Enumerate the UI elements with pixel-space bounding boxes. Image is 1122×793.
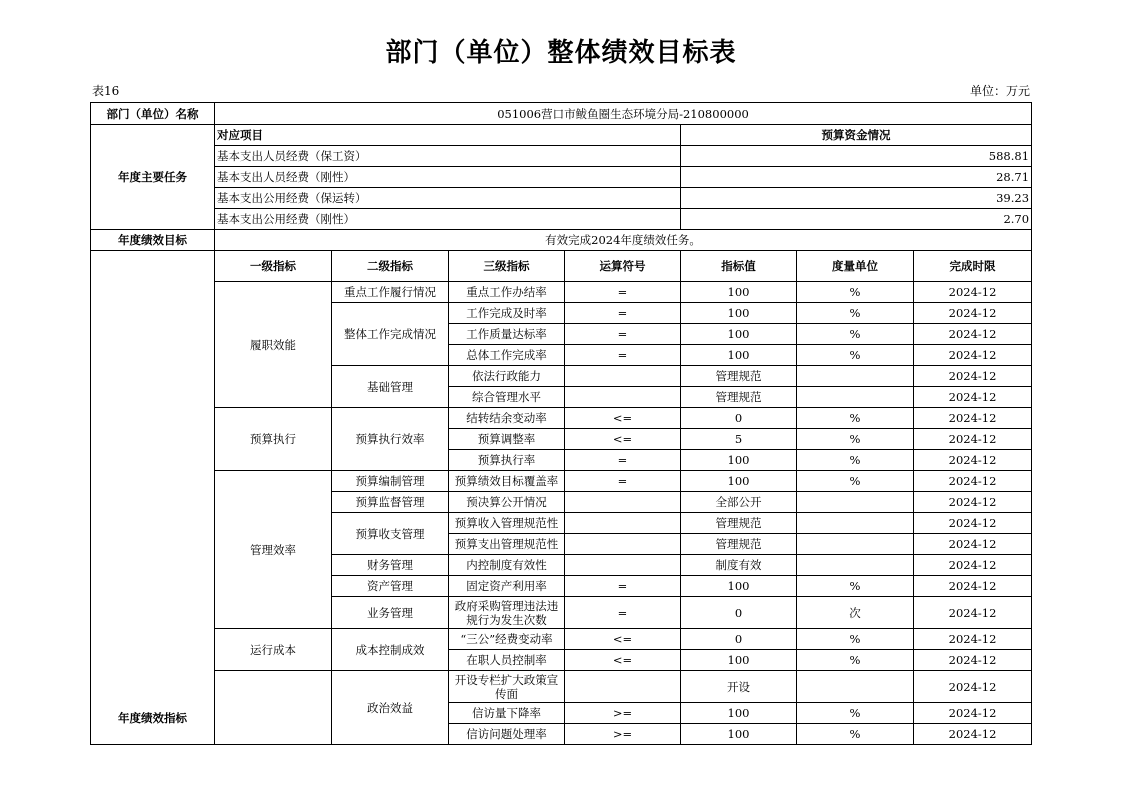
task-item: 基本支出公用经费（保运转） bbox=[215, 188, 681, 209]
indicator-value: 开设 bbox=[681, 671, 797, 703]
due-date: 2024-12 bbox=[914, 366, 1032, 387]
due-date: 2024-12 bbox=[914, 724, 1032, 745]
indicator-value: 0 bbox=[681, 597, 797, 629]
due-date: 2024-12 bbox=[914, 555, 1032, 576]
operator bbox=[565, 555, 681, 576]
indicator-value: 100 bbox=[681, 703, 797, 724]
operator: = bbox=[565, 450, 681, 471]
col-header: 二级指标 bbox=[332, 251, 449, 282]
operator bbox=[565, 366, 681, 387]
indicator-value: 0 bbox=[681, 408, 797, 429]
operator: = bbox=[565, 345, 681, 366]
l2-indicator: 整体工作完成情况 bbox=[332, 303, 449, 366]
l3-indicator: 预算执行率 bbox=[449, 450, 565, 471]
l3-indicator: 预算支出管理规范性 bbox=[449, 534, 565, 555]
due-date: 2024-12 bbox=[914, 629, 1032, 650]
due-date: 2024-12 bbox=[914, 282, 1032, 303]
dept-name-label: 部门（单位）名称 bbox=[91, 103, 215, 125]
due-date: 2024-12 bbox=[914, 450, 1032, 471]
l3-indicator: 总体工作完成率 bbox=[449, 345, 565, 366]
operator: <= bbox=[565, 408, 681, 429]
due-date: 2024-12 bbox=[914, 303, 1032, 324]
dept-name-value: 051006营口市鲅鱼圈生态环境分局-210800000 bbox=[215, 103, 1032, 125]
measure-unit: % bbox=[797, 324, 914, 345]
due-date: 2024-12 bbox=[914, 703, 1032, 724]
due-date: 2024-12 bbox=[914, 576, 1032, 597]
indicator-value: 制度有效 bbox=[681, 555, 797, 576]
due-date: 2024-12 bbox=[914, 650, 1032, 671]
due-date: 2024-12 bbox=[914, 387, 1032, 408]
measure-unit: % bbox=[797, 471, 914, 492]
l3-indicator: 政府采购管理违法违规行为发生次数 bbox=[449, 597, 565, 629]
indicator-value: 管理规范 bbox=[681, 387, 797, 408]
indicator-value: 0 bbox=[681, 629, 797, 650]
operator: = bbox=[565, 576, 681, 597]
operator bbox=[565, 534, 681, 555]
performance-table bbox=[90, 102, 1032, 745]
task-item: 基本支出人员经费（刚性） bbox=[215, 167, 681, 188]
l3-indicator: 综合管理水平 bbox=[449, 387, 565, 408]
measure-unit: % bbox=[797, 282, 914, 303]
measure-unit bbox=[797, 534, 914, 555]
l3-indicator: 固定资产利用率 bbox=[449, 576, 565, 597]
indicator-value: 管理规范 bbox=[681, 366, 797, 387]
measure-unit: 次 bbox=[797, 597, 914, 629]
operator: = bbox=[565, 324, 681, 345]
task-amount: 2.70 bbox=[681, 209, 1032, 230]
col-header: 度量单位 bbox=[797, 251, 914, 282]
due-date: 2024-12 bbox=[914, 345, 1032, 366]
operator bbox=[565, 492, 681, 513]
l3-indicator: 工作完成及时率 bbox=[449, 303, 565, 324]
due-date: 2024-12 bbox=[914, 671, 1032, 703]
task-amount: 39.23 bbox=[681, 188, 1032, 209]
indicator-value: 100 bbox=[681, 450, 797, 471]
measure-unit bbox=[797, 671, 914, 703]
due-date: 2024-12 bbox=[914, 492, 1032, 513]
task-amount: 28.71 bbox=[681, 167, 1032, 188]
operator: = bbox=[565, 303, 681, 324]
measure-unit: % bbox=[797, 303, 914, 324]
l2-indicator: 政治效益 bbox=[332, 671, 449, 745]
due-date: 2024-12 bbox=[914, 534, 1032, 555]
due-date: 2024-12 bbox=[914, 429, 1032, 450]
indicator-value: 100 bbox=[681, 345, 797, 366]
due-date: 2024-12 bbox=[914, 597, 1032, 629]
indicator-value: 5 bbox=[681, 429, 797, 450]
l1-indicator: 预算执行 bbox=[215, 408, 332, 471]
measure-unit: % bbox=[797, 703, 914, 724]
due-date: 2024-12 bbox=[914, 513, 1032, 534]
l2-indicator: 预算监督管理 bbox=[332, 492, 449, 513]
operator: = bbox=[565, 282, 681, 303]
measure-unit: % bbox=[797, 429, 914, 450]
l2-indicator: 重点工作履行情况 bbox=[332, 282, 449, 303]
operator: >= bbox=[565, 703, 681, 724]
operator bbox=[565, 513, 681, 534]
indicator-value: 100 bbox=[681, 650, 797, 671]
l3-indicator: 预决算公开情况 bbox=[449, 492, 565, 513]
l1-indicator: 管理效率 bbox=[215, 471, 332, 629]
operator: <= bbox=[565, 629, 681, 650]
measure-unit: % bbox=[797, 576, 914, 597]
l3-indicator: 结转结余变动率 bbox=[449, 408, 565, 429]
operator bbox=[565, 671, 681, 703]
l2-indicator: 业务管理 bbox=[332, 597, 449, 629]
measure-unit: % bbox=[797, 650, 914, 671]
indicator-value: 100 bbox=[681, 576, 797, 597]
l3-indicator: 预算绩效目标覆盖率 bbox=[449, 471, 565, 492]
measure-unit bbox=[797, 366, 914, 387]
col-header: 一级指标 bbox=[215, 251, 332, 282]
measure-unit: % bbox=[797, 450, 914, 471]
goal-value: 有效完成2024年度绩效任务。 bbox=[215, 230, 1032, 251]
l2-indicator: 基础管理 bbox=[332, 366, 449, 408]
operator: <= bbox=[565, 650, 681, 671]
l1-indicator bbox=[215, 671, 332, 745]
l3-indicator: 依法行政能力 bbox=[449, 366, 565, 387]
l3-indicator: 信访问题处理率 bbox=[449, 724, 565, 745]
tasks-col-item: 对应项目 bbox=[215, 125, 681, 146]
indicators-label: 年度绩效指标 bbox=[91, 251, 215, 745]
indicator-value: 100 bbox=[681, 324, 797, 345]
task-item: 基本支出人员经费（保工资） bbox=[215, 146, 681, 167]
l2-indicator: 预算编制管理 bbox=[332, 471, 449, 492]
col-header: 指标值 bbox=[681, 251, 797, 282]
operator bbox=[565, 387, 681, 408]
l1-indicator: 履职效能 bbox=[215, 282, 332, 408]
l2-indicator: 预算收支管理 bbox=[332, 513, 449, 555]
indicator-value: 100 bbox=[681, 724, 797, 745]
operator: = bbox=[565, 597, 681, 629]
due-date: 2024-12 bbox=[914, 471, 1032, 492]
measure-unit: % bbox=[797, 629, 914, 650]
measure-unit bbox=[797, 513, 914, 534]
due-date: 2024-12 bbox=[914, 324, 1032, 345]
l3-indicator: 重点工作办结率 bbox=[449, 282, 565, 303]
page-title: 部门（单位）整体绩效目标表 bbox=[385, 38, 737, 68]
indicator-value: 全部公开 bbox=[681, 492, 797, 513]
measure-unit: % bbox=[797, 724, 914, 745]
tasks-col-budget: 预算资金情况 bbox=[681, 125, 1032, 146]
indicator-value: 100 bbox=[681, 282, 797, 303]
measure-unit: % bbox=[797, 345, 914, 366]
indicator-value: 100 bbox=[681, 471, 797, 492]
operator: >= bbox=[565, 724, 681, 745]
l3-indicator: 预算调整率 bbox=[449, 429, 565, 450]
indicator-value: 管理规范 bbox=[681, 513, 797, 534]
operator: = bbox=[565, 471, 681, 492]
l2-indicator: 成本控制成效 bbox=[332, 629, 449, 671]
l3-indicator: 工作质量达标率 bbox=[449, 324, 565, 345]
measure-unit bbox=[797, 492, 914, 513]
l1-indicator: 运行成本 bbox=[215, 629, 332, 671]
due-date: 2024-12 bbox=[914, 408, 1032, 429]
l3-indicator: 开设专栏扩大政策宣传面 bbox=[449, 671, 565, 703]
l2-indicator: 预算执行效率 bbox=[332, 408, 449, 471]
tasks-label: 年度主要任务 bbox=[91, 125, 215, 230]
l3-indicator: 信访量下降率 bbox=[449, 703, 565, 724]
l3-indicator: 内控制度有效性 bbox=[449, 555, 565, 576]
measure-unit bbox=[797, 555, 914, 576]
l2-indicator: 财务管理 bbox=[332, 555, 449, 576]
table-number: 表16 bbox=[92, 84, 120, 98]
indicator-value: 100 bbox=[681, 303, 797, 324]
col-header: 三级指标 bbox=[449, 251, 565, 282]
task-item: 基本支出公用经费（刚性） bbox=[215, 209, 681, 230]
l3-indicator: “三公”经费变动率 bbox=[449, 629, 565, 650]
unit-label: 单位：万元 bbox=[969, 84, 1030, 98]
operator: <= bbox=[565, 429, 681, 450]
l3-indicator: 在职人员控制率 bbox=[449, 650, 565, 671]
task-amount: 588.81 bbox=[681, 146, 1032, 167]
measure-unit bbox=[797, 387, 914, 408]
measure-unit: % bbox=[797, 408, 914, 429]
col-header: 运算符号 bbox=[565, 251, 681, 282]
l2-indicator: 资产管理 bbox=[332, 576, 449, 597]
l3-indicator: 预算收入管理规范性 bbox=[449, 513, 565, 534]
col-header: 完成时限 bbox=[914, 251, 1032, 282]
goal-label: 年度绩效目标 bbox=[91, 230, 215, 251]
indicator-value: 管理规范 bbox=[681, 534, 797, 555]
